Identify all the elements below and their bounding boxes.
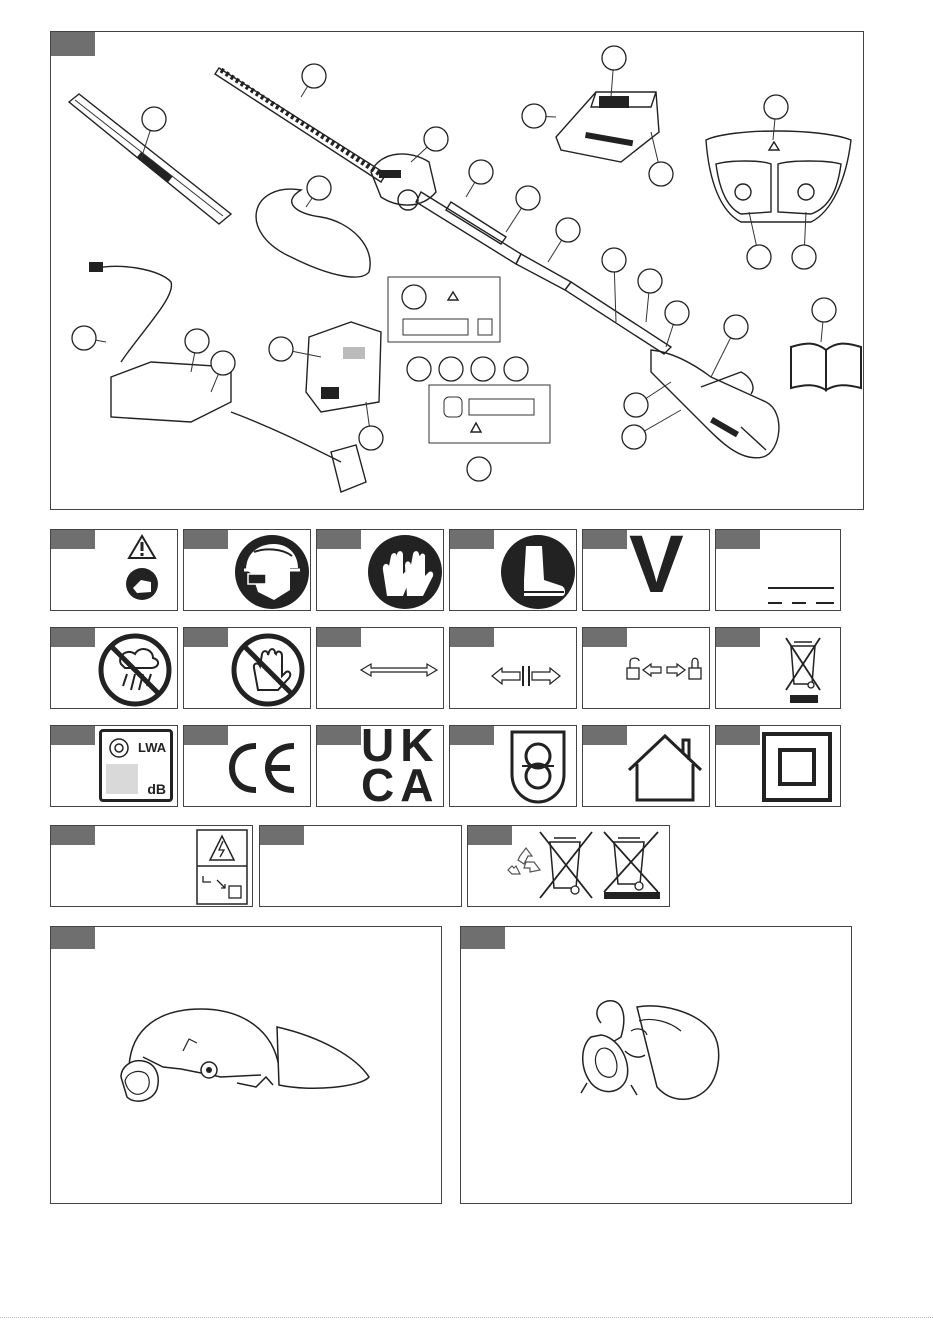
symbol-ukca-mark [316,719,444,811]
symbol-blank-label [259,825,462,907]
lwa-label: LWA [138,740,167,755]
helmet-with-visor-icon [51,927,443,1205]
ukca-line2: CA [361,759,440,811]
figure-tag [260,826,304,845]
overview-illustration [51,32,865,511]
weee-bin-crossed-1 [540,832,592,898]
charger-icon [556,92,659,162]
recycle-arrows-icon [508,848,540,874]
helmet-goggles-icon [184,530,312,612]
hedge-blade-icon [215,68,386,182]
gloves-icon [317,530,445,612]
callouts [72,46,836,481]
lock-unlock-icon [583,628,711,710]
symbol-noise-level [50,725,178,807]
figure-tag [317,726,361,745]
warning-manual-icon [51,530,179,612]
symbol-voltage [582,519,710,611]
weee-bin-icon [716,628,842,710]
page-bottom-rule [0,1317,933,1318]
symbol-no-rain [50,627,178,709]
led-bar-top [403,319,468,335]
recycle-weee-icon [468,826,671,908]
length-arrow-icon [317,628,445,710]
boots-icon [450,530,578,612]
symbol-rating-lines [715,529,841,611]
symbol-gloves [316,529,444,611]
figure-tag [583,530,627,549]
voltage-letter: V [629,519,684,610]
product-overview-frame [50,31,864,510]
symbol-recycle-weee [467,825,670,907]
control-panel-icon [706,131,851,222]
symbol-cut-width [449,627,577,709]
ppe-helmet-frame [50,926,442,1204]
safety-transformer-icon [450,726,578,808]
telescopic-shaft-icon [416,192,671,354]
electric-shock-icon [51,826,254,908]
led-bar-bottom [469,399,534,415]
manual-icon [791,344,861,390]
sound-emission-icon [107,736,131,760]
symbol-warning-manual [50,529,178,611]
battery-icon [306,322,381,412]
db-label: dB [147,781,166,797]
symbol-helmet-goggles [183,529,311,611]
rear-handle-icon [651,350,779,458]
power-supply-icon [89,262,366,492]
cut-width-icon [450,628,578,710]
symbol-weee-bin [715,627,841,709]
symbol-ce-mark [183,725,311,807]
noise-value-area [106,764,138,794]
symbol-double-insulation [715,725,841,807]
symbol-lock-unlock [582,627,710,709]
indoor-use-icon [583,726,711,808]
symbol-no-hand [183,627,311,709]
ppe-earmuffs-frame [460,926,852,1204]
symbol-boots [449,529,577,611]
rating-lines-icon [716,530,842,612]
symbol-indoor-use [582,725,710,807]
figure-tag [51,726,95,745]
strap-icon [256,189,370,277]
led-panel-top [388,277,500,342]
symbol-safety-transformer [449,725,577,807]
no-hand-icon [184,628,312,710]
ce-mark-icon [184,726,312,808]
noise-label-box [99,729,173,802]
earmuffs-visor-folded-icon [461,927,853,1205]
symbol-length-arrow [316,627,444,709]
double-insulation-icon [716,726,842,808]
no-rain-icon [51,628,179,710]
symbol-electric-shock [50,825,253,907]
weee-bin-crossed-2 [604,832,660,899]
ukca-line1: UK [361,719,440,771]
led-panel-bottom [429,385,550,443]
